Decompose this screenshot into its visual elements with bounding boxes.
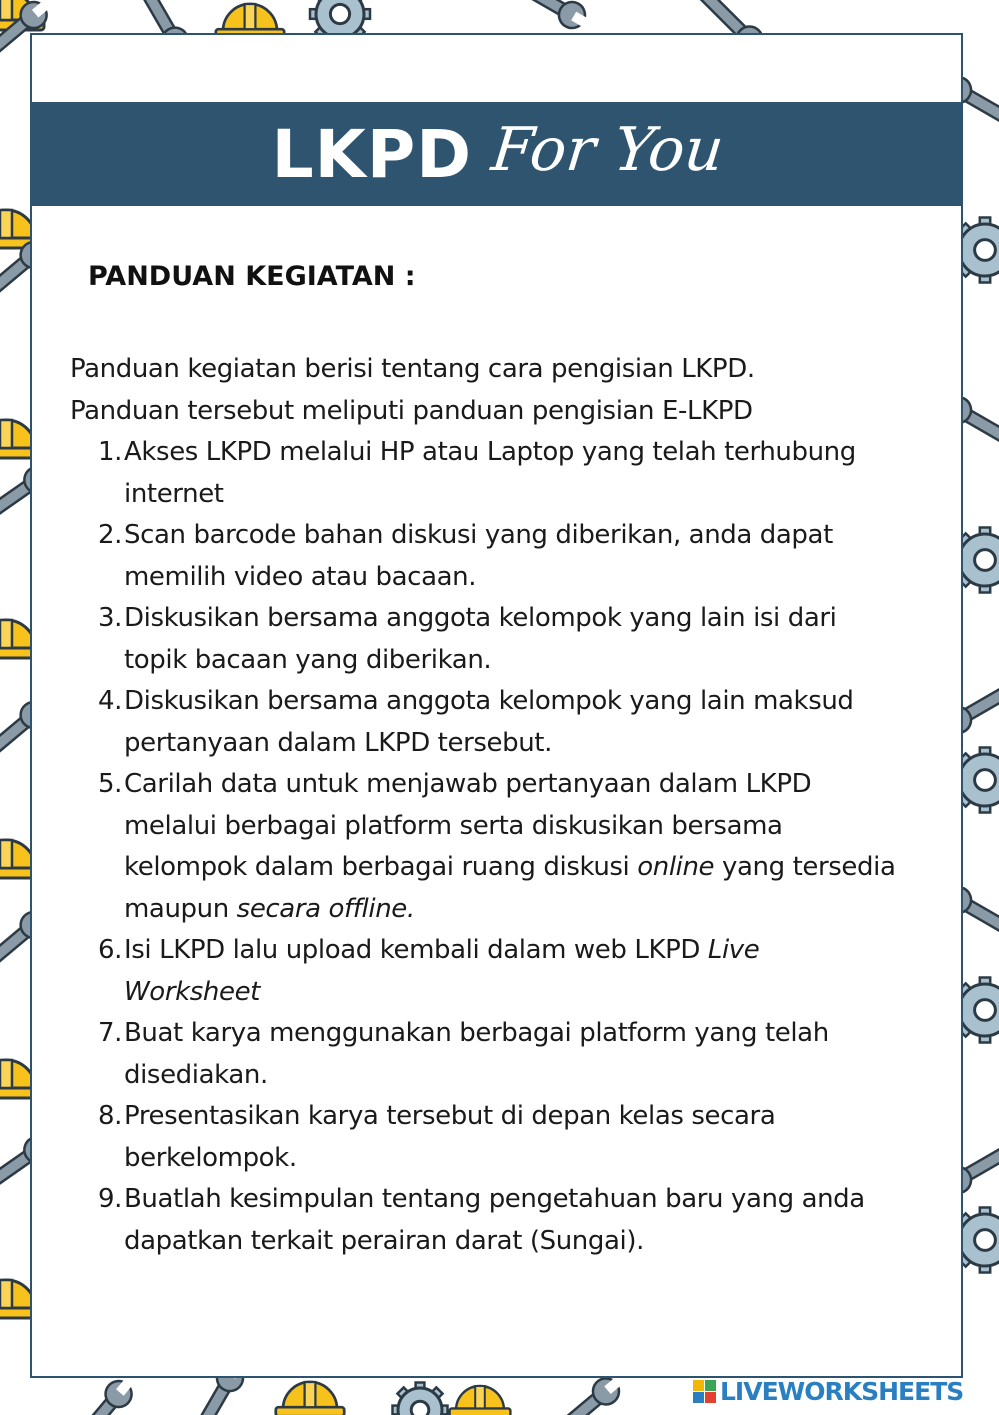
step-text-segment: Carilah data untuk menjawab pertanyaan dalam LKPD melalui berbagai platform serta diskusikan bersama kelompok dalam berbagai ruang diskusi [124,769,812,882]
logo-square [705,1392,716,1403]
step-text-segment: Buat karya menggunakan berbagai platform yang telah disediakan. [124,1018,829,1090]
hard-hat-icon [450,1386,511,1415]
step-text-italic: Live Worksheet [124,935,760,1007]
step-number: 8. [97,1101,122,1131]
step-item [70,681,900,764]
step-number: 2. [97,520,122,550]
step-number: 1. [97,437,122,467]
step-text [123,681,900,764]
step-number: 7. [97,1018,122,1048]
title-banner [32,102,961,206]
step-item [70,598,900,681]
hard-hat-icon [276,1382,344,1415]
step-text-italic: online [637,852,715,882]
banner-title: LKPD [271,115,472,193]
step-item [70,1013,900,1096]
step-item [70,764,900,930]
wrench-icon [514,0,593,34]
liveworksheets-brand: LIVEWORKSHEETS [720,1376,964,1406]
step-text [123,598,900,681]
intro-line: Panduan kegiatan berisi tentang cara pengisian LKPD. [70,354,755,384]
liveworksheets-logo-icon [693,1380,716,1403]
step-text-segment: Presentasikan karya tersebut di depan kelas secara berkelompok. [124,1101,776,1173]
logo-square [705,1380,716,1391]
step-text-segment: Akses LKPD melalui HP atau Laptop yang telah terhubung internet [124,437,856,509]
section-heading: PANDUAN KEGIATAN : [88,261,416,292]
step-text [123,930,900,1013]
step-item [70,1179,900,1262]
step-text [123,764,900,930]
steps-list [70,432,900,1262]
step-text-segment: Isi LKPD lalu upload kembali dalam web LKPD [124,935,708,965]
step-text-italic: secara offline. [236,893,415,924]
step-item [70,930,900,1013]
logo-square [693,1380,704,1391]
step-number: 4. [97,686,122,716]
step-item [70,515,900,598]
step-text-segment: Diskusikan bersama anggota kelompok yang lain maksud pertanyaan dalam LKPD tersebut. [124,686,854,758]
step-text-segment: yang tersedia maupun [124,852,896,924]
liveworksheets-watermark [693,1376,963,1406]
step-text [123,515,900,598]
step-number: 6. [97,935,122,965]
step-number: 5. [97,769,122,799]
logo-square [693,1392,704,1403]
step-item [70,1096,900,1179]
step-text-segment: Diskusikan bersama anggota kelompok yang lain isi dari topik bacaan yang diberikan. [124,603,837,675]
gear-icon [393,1383,448,1415]
step-text [123,1179,900,1262]
step-text-segment: Buatlah kesimpulan tentang pengetahuan baru yang anda dapatkan terkait perairan darat (Sungai). [124,1184,865,1256]
worksheet-panel [30,33,963,1378]
step-item [70,432,900,515]
intro-paragraph [70,348,930,432]
step-text [123,432,900,515]
step-text-segment: Scan barcode bahan diskusi yang diberikan, anda dapat memilih video atau bacaan. [124,520,833,592]
banner-subtitle: For You [488,115,728,185]
step-text [123,1013,900,1096]
step-text [123,1096,900,1179]
wrench-icon [70,1373,139,1415]
step-number: 3. [97,603,122,633]
intro-line: Panduan tersebut meliputi panduan pengisian E-LKPD [70,396,753,426]
step-number: 9. [97,1184,122,1214]
